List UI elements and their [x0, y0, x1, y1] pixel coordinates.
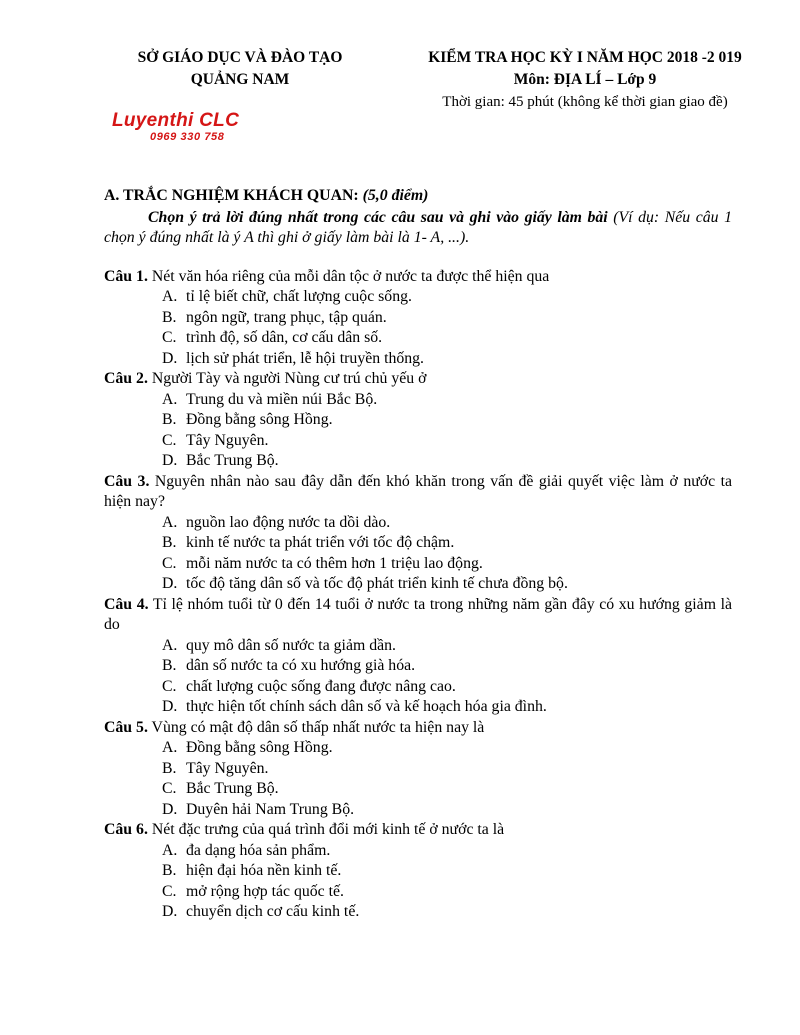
question-number: Câu 2.: [104, 370, 148, 387]
answer-option: [162, 697, 732, 718]
question-item: [104, 595, 732, 718]
answer-option: [162, 677, 732, 698]
option-text: Duyên hải Nam Trung Bộ.: [186, 800, 355, 818]
option-label: B.: [162, 534, 177, 551]
exam-title: KIỂM TRA HỌC KỲ I NĂM HỌC 2018 -2 019: [428, 49, 742, 66]
option-text: chuyển dịch cơ cấu kinh tế.: [186, 903, 360, 920]
option-text: thực hiện tốt chính sách dân số và kế hoạch hóa gia đình.: [186, 698, 547, 715]
question-stem: [104, 472, 732, 513]
question-stem: [104, 718, 732, 739]
option-text: kinh tế nước ta phát triển với tốc độ chậm.: [186, 534, 455, 551]
answer-option: [162, 513, 732, 534]
option-text: Đồng bằng sông Hồng.: [186, 739, 333, 756]
answer-option: [162, 882, 732, 903]
answer-option: [162, 779, 732, 800]
question-stem: [104, 369, 732, 390]
answer-option: [162, 841, 732, 862]
logo-phone: 0969 330 758: [150, 131, 225, 143]
question-text: Nguyên nhân nào sau đây dẫn đến khó khăn trong vấn đề giải quyết việc làm ở nước ta hiện nay?: [104, 472, 732, 510]
section-instruction: [104, 208, 732, 249]
option-label: B.: [162, 411, 177, 428]
option-label: A.: [162, 636, 178, 654]
instruction-example: (Ví dụ: Nếu câu 1 chọn ý đúng nhất là ý A thì ghi ở giấy làm bài là 1- A, ...).: [104, 208, 732, 246]
option-label: A.: [162, 739, 178, 756]
option-label: A.: [162, 513, 178, 531]
answer-option: [162, 328, 732, 349]
option-text: ngôn ngữ, trang phục, tập quán.: [186, 308, 387, 326]
option-text: đa dạng hóa sản phẩm.: [186, 841, 331, 859]
answer-option: [162, 554, 732, 575]
option-text: mở rộng hợp tác quốc tế.: [186, 882, 344, 900]
section-heading: [104, 186, 732, 207]
answer-option: [162, 800, 732, 821]
option-text: mỗi năm nước ta có thêm hơn 1 triệu lao động.: [186, 554, 483, 572]
question-item: [104, 820, 732, 923]
option-text: quy mô dân số nước ta giảm dần.: [186, 636, 396, 654]
option-text: Tây Nguyên.: [186, 759, 269, 777]
question-text: Người Tày và người Nùng cư trú chủ yếu ở: [147, 370, 427, 387]
answer-option: [162, 287, 732, 308]
answer-option: [162, 308, 732, 329]
option-label: C.: [162, 677, 177, 695]
option-label: B.: [162, 657, 177, 674]
question-number: Câu 4.: [104, 595, 149, 613]
answer-option: [162, 574, 732, 595]
option-label: C.: [162, 780, 177, 797]
option-text: trình độ, số dân, cơ cấu dân số.: [186, 329, 383, 346]
option-text: dân số nước ta có xu hướng già hóa.: [186, 657, 416, 674]
question-item: [104, 472, 732, 595]
answer-option: [162, 861, 732, 882]
option-text: Đồng bằng sông Hồng.: [186, 411, 333, 428]
option-label: C.: [162, 431, 177, 449]
option-label: C.: [162, 554, 177, 572]
answer-option: [162, 759, 732, 780]
option-label: A.: [162, 288, 178, 305]
exam-header: [400, 47, 770, 113]
option-text: lịch sử phát triển, lễ hội truyền thống.: [186, 349, 425, 367]
question-text: Nét văn hóa riêng của mỗi dân tộc ở nước ta được thể hiện qua: [147, 267, 550, 285]
option-text: tỉ lệ biết chữ, chất lượng cuộc sống.: [186, 288, 412, 305]
instruction-bold: Chọn ý trả lời đúng nhất trong các câu sau và ghi vào giấy làm bài: [148, 208, 608, 226]
option-label: A.: [162, 841, 178, 859]
question-list: [104, 267, 732, 923]
answer-option: [162, 390, 732, 411]
answer-option: [162, 533, 732, 554]
question-number: Câu 1.: [104, 267, 148, 285]
option-text: Tây Nguyên.: [186, 431, 269, 449]
option-text: hiện đại hóa nền kinh tế.: [186, 862, 342, 879]
question-number: Câu 5.: [104, 718, 148, 736]
option-label: C.: [162, 882, 177, 900]
province-name: QUẢNG NAM: [190, 71, 290, 88]
option-text: nguồn lao động nước ta dồi dào.: [186, 513, 391, 531]
question-item: [104, 369, 732, 472]
answer-option: [162, 902, 732, 923]
question-number: Câu 6.: [104, 821, 148, 838]
answer-option: [162, 656, 732, 677]
option-text: Trung du và miền núi Bắc Bộ.: [186, 390, 378, 408]
department-header: [105, 47, 375, 91]
exam-subject: Môn: ĐỊA LÍ – Lớp 9: [513, 71, 657, 88]
option-text: Bắc Trung Bộ.: [186, 780, 279, 797]
answer-option: [162, 349, 732, 370]
option-label: D.: [162, 575, 178, 592]
option-text: chất lượng cuộc sống đang được nâng cao.: [186, 677, 456, 695]
answer-option: [162, 738, 732, 759]
section-title: A. TRẮC NGHIỆM KHÁCH QUAN:: [104, 187, 359, 204]
option-text: Bắc Trung Bộ.: [186, 452, 279, 469]
logo-name: Luyenthi CLC: [112, 110, 240, 131]
exam-duration: Thời gian: 45 phút (không kể thời gian giao đề): [442, 94, 728, 110]
option-label: D.: [162, 452, 178, 469]
option-label: B.: [162, 308, 177, 326]
question-number: Câu 3.: [104, 472, 150, 490]
answer-option: [162, 410, 732, 431]
question-stem: [104, 595, 732, 636]
option-label: D.: [162, 698, 178, 715]
option-text: tốc độ tăng dân số và tốc độ phát triển kinh tế chưa đồng bộ.: [186, 575, 568, 592]
section-points: (5,0 điểm): [362, 187, 429, 204]
question-item: [104, 267, 732, 370]
watermark-logo: [112, 111, 282, 143]
question-item: [104, 718, 732, 821]
answer-option: [162, 451, 732, 472]
answer-option: [162, 431, 732, 452]
option-label: D.: [162, 349, 178, 367]
question-stem: [104, 267, 732, 288]
question-text: Vùng có mật độ dân số thấp nhất nước ta hiện nay là: [147, 718, 485, 736]
option-label: D.: [162, 800, 178, 818]
answer-option: [162, 636, 732, 657]
option-label: B.: [162, 759, 177, 777]
department-name: SỞ GIÁO DỤC VÀ ĐÀO TẠO: [137, 49, 343, 66]
option-label: A.: [162, 390, 178, 408]
option-label: D.: [162, 903, 178, 920]
option-label: B.: [162, 862, 177, 879]
exam-content: [104, 186, 732, 923]
option-label: C.: [162, 329, 177, 346]
question-text: Nét đặc trưng của quá trình đổi mới kinh tế ở nước ta là: [147, 821, 505, 838]
question-stem: [104, 820, 732, 841]
question-text: Tỉ lệ nhóm tuổi từ 0 đến 14 tuổi ở nước ta trong những năm gần đây có xu hướng giảm là do: [104, 595, 732, 633]
